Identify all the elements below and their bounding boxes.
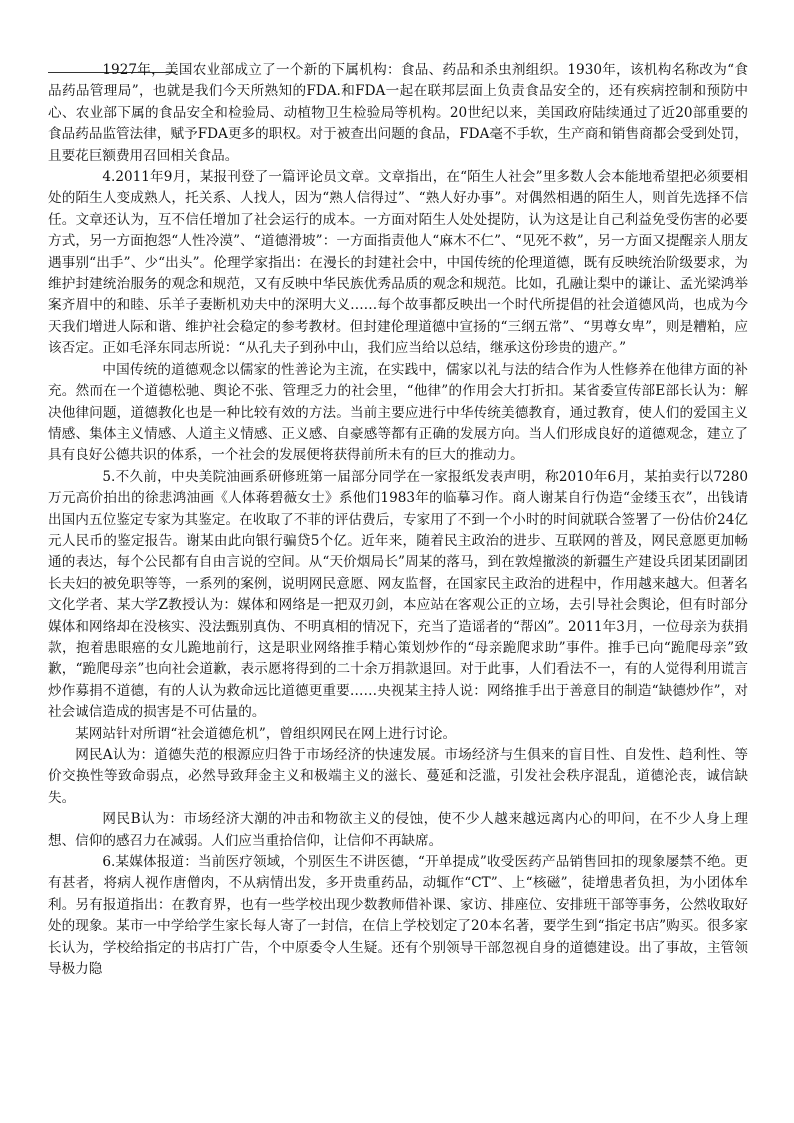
paragraph-4: 4.2011年9月，某报刊登了一篇评论员文章。文章指出，在“陌生人社会”里多数人会本能地希望把必须要相处的陌生人变成熟人，托关系、人找人，因为“熟人信得过”、“熟人好办事”。对偶然相遇的陌生人，则首先选择不信任。文章还认为，互不信任增加了社会运行的成本。一方面对陌生人处处提防，认为这是让自己利益免受伤害的必要方式，另一方面抱怨“人性冷漠”、“道德滑坡”：一方面指责他人“麻木不仁”、“见死不救”，另一方面又提醒亲人朋友遇事别“出手”、少“出头”。伦理学家指出：在漫长的封建社会中，中国传统的伦理道德，既有反映统治阶级要求，为维护封建统治服务的观念和规范，又有反映中华民族优秀品质的观念和规范。比如，孔融让梨中的谦让、孟光梁鸿举案齐眉中的和睦、乐羊子妻断机劝夫中的深明大义……每个故事都反映出一个时代所提倡的社会道德风尚，也成为今天我们增进人际和谐、维护社会稳定的参考教材。但封建伦理道德中宣扬的“三纲五常”、“男尊女卑”，则是糟粕，应该否定。正如毛泽东同志所说：“从孔夫子到孙中山，我们应当给以总结，继承这份珍贵的遗产。” xyxy=(48,169,748,357)
paragraph-forum: 某网站针对所谓“社会道德危机”，曾组织网民在网上进行讨论。 xyxy=(75,725,457,742)
paragraph-fda: 1927年，美国农业部成立了一个新的下属机构：食品、药品和杀虫剂组织。1930年，该机构名称改为“食品药品管理局”，也就是我们今天所熟知的FDA.和FDA一起在联邦层面上负责食品安全的，还有疾病控制和预防中心、农业部下属的食品安全和检验局、动植物卫生检验局等机构。20世纪以来，美国政府陆续通过了近20部重要的食品药品监管法律，赋予FDA更多的职权。对于被查出问题的食品，FDA毫不手软，生产商和销售商都会受到处罚，且要花巨额费用召回相关食品。 xyxy=(48,62,748,164)
paragraph-4-continued: 中国传统的道德观念以儒家的性善论为主流，在实践中，儒家以礼与法的结合作为人性修养在他律方面的补充。然而在一个道德松驰、舆论不张、管理乏力的社会里，“他律”的作用会大打折扣。某省委宣传部E部长认为：解决他律问题，道德教化也是一种比较有效的方法。当前主要应进行中华传统美德教育，通过教育，使人们的爱国主义情感、集体主义情感、人道主义情感、正义感、自豪感等都有正确的发展方向。当人们形成良好的道德观念，建立了具有良好公德共识的体系，一个社会的发展便将获得前所未有的巨大的推动力。 xyxy=(48,361,748,464)
paragraph-6: 6.某媒体报道：当前医疗领域，个别医生不讲医德，“开单提成”收受医药产品销售回扣的现象屡禁不绝。更有甚者，将病人视作唐僧肉，不从病情出发，多开贵重药品，动辄作“CT”、上“核磁”，徒增患者负担，为小团体牟利。另有报道指出：在教育界，也有一些学校出现少数教师借补课、家访、排座位、安排班干部等事务，公然收取好处的现象。某市一中学给学生家长每人寄了一封信，在信上学校划定了20本名著，要学生到“指定书店”购买。很多家长认为，学校给指定的书店打广告，个中原委令人生疑。还有个别领导干部忽视自身的道德建设。出了事故，主管领导极力隐 xyxy=(48,854,748,978)
paragraph-netizen-a: 网民A认为：道德失范的根源应归咎于市场经济的快速发展。市场经济与生俱来的盲目性、自发性、趋利性、等价交换性等致命弱点，必然导致拜金主义和极端主义的滋长、蔓延和泛滥，引发社会秩序混乱，道德沦丧，诚信缺失。 xyxy=(48,747,748,806)
paragraph-netizen-b: 网民B认为：市场经济大潮的冲击和物欲主义的侵蚀，使不少人越来越远离内心的叩问，在不少人身上理想、信仰的感召力在减弱。人们应当重拾信仰，让信仰不再缺席。 xyxy=(48,811,748,849)
paragraph-5: 5.不久前，中央美院油画系研修班第一届部分同学在一家报纸发表声明，称2010年6月，某拍卖行以7280万元高价拍出的徐悲鸿油画《人体蒋碧薇女士》系他们1983年的临摹习作。商人谢某自行伪造“金缕玉衣”，出钱请出国内五位鉴定专家为其鉴定。在收取了不菲的评估费后，专家用了不到一个小时的时间就联合签署了一份估价24亿元人民币的鉴定报告。谢某由此向银行骗贷5个亿。近年来，随着民主政治的进步、互联网的普及，网民意愿更加畅通的表达，每个公民都有自由言说的空间。从“天价烟局长”周某的落马，到在敦煌撤淡的新疆生产建设兵团某团副团长夫妇的被免职等等，一系列的案例，说明网民意愿、网友监督，在国家民主政治的进程中，作用越来越大。但著名文化学者、某大学Z教授认为：媒体和网络是一把双刃剑，本应站在客观公正的立场，去引导社会舆论，但有时部分媒体和网络却在没核实、没法甄别真伪、不明真相的情况下，充当了造谣者的“帮凶”。2011年3月，一位母亲为获捐款，抱着患眼癌的女儿跪地前行，这是职业网络推手精心策划炒作的“母亲跪爬求助”事件。推手已向“跪爬母亲”致歉，“跪爬母亲”也向社会道歉，表示愿将得到的二十余万捐款退回。对于此事，人们看法不一，有的人觉得利用谎言炒作募捐不道德，有的人认为救命远比道德更重要……央视某主持人说：网络推手出于善意目的制造“缺德炒作”，对社会诚信造成的损害是不可估量的。 xyxy=(48,468,748,721)
document-page xyxy=(48,60,748,980)
